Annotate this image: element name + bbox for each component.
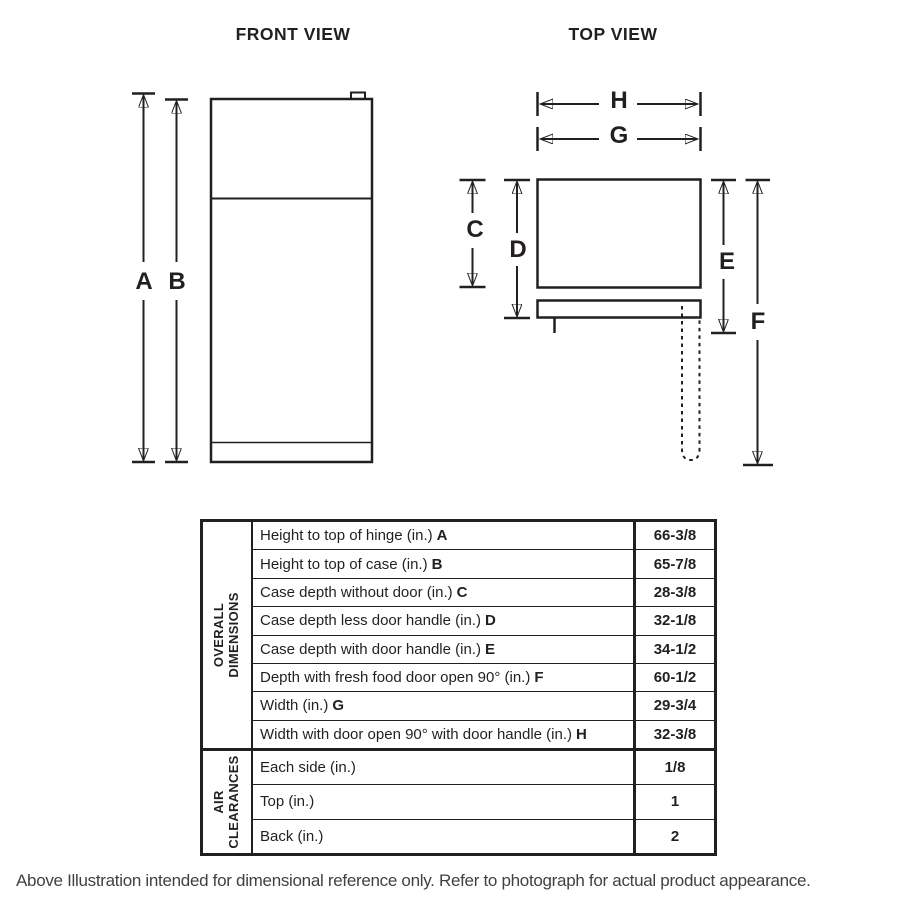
dimensions-table xyxy=(200,519,717,856)
row-label: Width with door open 90° with door handle (in.) H xyxy=(260,725,587,743)
table-row xyxy=(253,607,714,635)
row-dimension-letter: C xyxy=(456,583,468,601)
footnote-text: Above Illustration intended for dimensional reference only. Refer to photograph for actual product appearance. xyxy=(16,871,811,890)
dim-label-d: D xyxy=(509,236,527,263)
refrigerator-top-door-outline xyxy=(538,301,701,318)
row-value: 28-3/8 xyxy=(633,579,714,606)
overall-dimensions-section xyxy=(203,522,714,748)
front-view-title: FRONT VIEW xyxy=(235,24,351,44)
header-line: CLEARANCES xyxy=(226,755,241,849)
refrigerator-front-outline xyxy=(211,99,372,462)
header-line: AIR xyxy=(211,790,227,814)
row-dimension-letter: E xyxy=(484,640,495,658)
air-clearances-section xyxy=(203,748,714,853)
row-value: 34-1/2 xyxy=(633,636,714,663)
row-label: Height to top of case (in.) B xyxy=(260,555,443,573)
row-label: Top (in.) xyxy=(260,793,315,811)
header-line: DIMENSIONS xyxy=(226,592,241,678)
table-row xyxy=(253,664,714,692)
row-label: Case depth with door handle (in.) E xyxy=(260,640,495,658)
row-dimension-letter: F xyxy=(534,669,544,687)
row-dimension-letter: G xyxy=(332,697,345,715)
top-view-title: TOP VIEW xyxy=(568,24,658,44)
row-dimension-letter: A xyxy=(436,527,448,545)
dim-label-g: G xyxy=(609,122,629,149)
row-value: 1 xyxy=(633,785,714,818)
dim-label-e: E xyxy=(718,248,736,275)
air-clearances-rows xyxy=(253,751,714,853)
dim-label-h: H xyxy=(610,87,628,114)
table-row xyxy=(253,522,714,550)
row-value: 60-1/2 xyxy=(633,664,714,691)
row-dimension-letter: D xyxy=(484,612,496,630)
table-row xyxy=(253,636,714,664)
table-row xyxy=(253,751,714,785)
row-label: Case depth less door handle (in.) D xyxy=(260,612,496,630)
table-row xyxy=(253,785,714,819)
table-row xyxy=(253,550,714,578)
row-value: 32-1/8 xyxy=(633,607,714,634)
row-label: Case depth without door (in.) C xyxy=(260,583,468,601)
overall-dimensions-rows xyxy=(253,522,714,748)
overall-dimensions-header xyxy=(203,522,253,748)
dim-label-c: C xyxy=(466,216,484,243)
dim-label-a: A xyxy=(135,268,153,295)
row-value: 65-7/8 xyxy=(633,550,714,577)
header-line: OVERALL xyxy=(211,602,227,668)
dim-label-f: F xyxy=(750,308,766,335)
table-row xyxy=(253,692,714,720)
row-dimension-letter: B xyxy=(431,555,443,573)
door-open-90-dashed-outline xyxy=(682,306,700,460)
row-label: Each side (in.) xyxy=(260,759,356,777)
table-row xyxy=(253,820,714,853)
table-row xyxy=(253,721,714,748)
row-label: Width (in.) G xyxy=(260,697,345,715)
row-dimension-letter: H xyxy=(576,725,587,743)
row-label: Height to top of hinge (in.) A xyxy=(260,527,448,545)
row-value: 32-3/8 xyxy=(633,721,714,748)
row-value: 29-3/4 xyxy=(633,692,714,719)
air-clearances-header xyxy=(203,751,253,853)
row-label: Depth with fresh food door open 90° (in.) F xyxy=(260,669,544,687)
row-value: 1/8 xyxy=(633,751,714,784)
row-value: 2 xyxy=(633,820,714,853)
table-row xyxy=(253,579,714,607)
row-label: Back (in.) xyxy=(260,827,324,845)
dim-label-b: B xyxy=(168,268,186,295)
refrigerator-top-case-outline xyxy=(538,180,701,288)
row-value: 66-3/8 xyxy=(633,522,714,549)
